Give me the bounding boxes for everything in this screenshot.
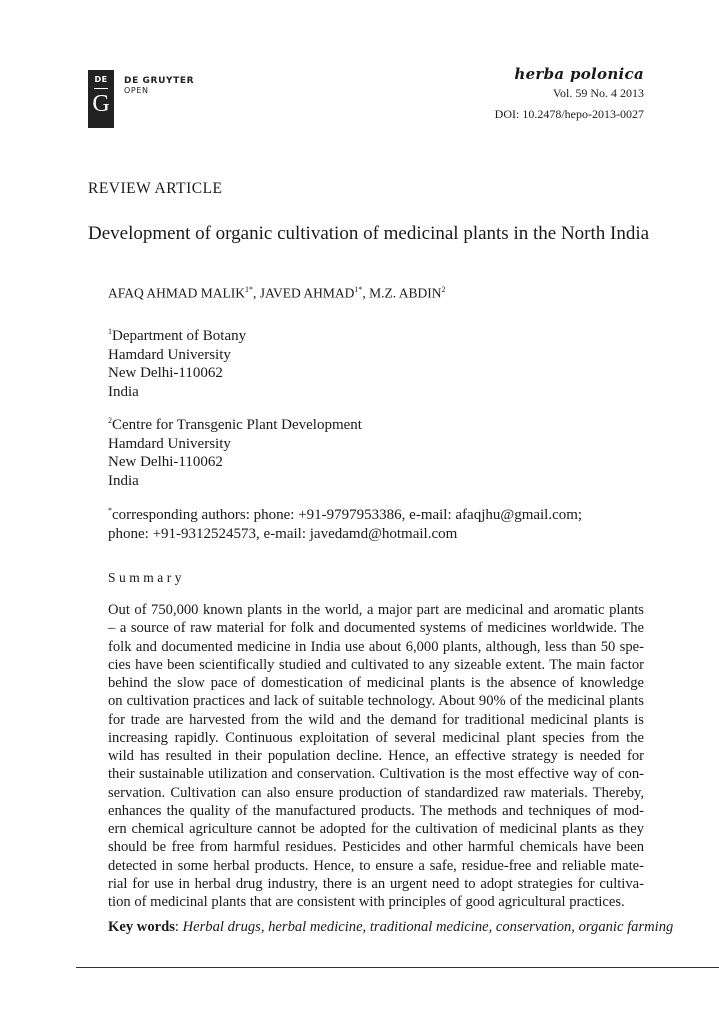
author-name: JAVED AHMAD	[259, 285, 355, 301]
author-affiliation-mark: 1*	[354, 285, 363, 294]
summary-line: on cultivation practices and lack of suitable technology. About 90% of the medicinal plants	[108, 693, 644, 710]
affiliation-line: New Delhi-110062	[108, 365, 223, 381]
affiliation-line: New Delhi-110062	[108, 454, 223, 470]
author-affiliation-mark: 2	[441, 285, 446, 294]
summary-line: behind the slow pace of domestication of medicinal plants is the absence of knowledge	[108, 675, 644, 691]
summary-line: enhances the quality of the manufactured products. The methods and techniques of mod-	[108, 802, 644, 819]
author-list	[108, 285, 446, 302]
summary-line: rial for use in herbal drug industry, there is an urgent need to adopt strategies for cultiva-	[108, 875, 644, 892]
logo-top-text: DE	[94, 75, 108, 84]
publisher-logo	[88, 70, 114, 128]
affiliation-line: India	[108, 472, 139, 489]
summary-line: ern chemical agriculture cannot be adopted for the cultivation of medicinal plants as they	[108, 821, 644, 837]
keywords-label: Key words	[108, 919, 175, 935]
summary-heading: Summary	[108, 570, 185, 585]
logo-divider	[94, 88, 108, 89]
affiliation-line	[108, 323, 246, 346]
affiliation-line: India	[108, 383, 139, 400]
summary-line: detected in some herbal products. Hence, to ensure a safe, residue-free and reliable mate-	[108, 857, 644, 874]
article-type: REVIEW ARTICLE	[88, 180, 223, 197]
author-affiliation-mark: 1*	[245, 285, 254, 294]
summary-line: folk and documented medicine in India use about 6,000 plants, although, less than 50 spe-	[108, 638, 644, 655]
footer-divider	[76, 967, 719, 968]
corresponding-text: corresponding authors: phone: +91-9797953386, e-mail: afaqjhu@gmail.com;	[112, 507, 583, 523]
summary-line: their sustainable utilization and conservation. Cultivation is the most effective way of con-	[108, 766, 644, 783]
affiliation-text: Centre for Transgenic Plant Development	[112, 417, 362, 433]
affiliation-2	[108, 412, 362, 490]
summary-line: – a source of raw material for folk and documented systems of medicines worldwide. The	[108, 620, 644, 637]
summary-body	[108, 601, 644, 911]
summary-line: Out of 750,000 known plants in the world, a major part are medicinal and aromatic plants	[108, 602, 644, 618]
affiliation-1	[108, 323, 246, 401]
corresponding-line-1	[108, 501, 582, 525]
summary-line: servation. Cultivation can also ensure production of standardized raw materials. Thereby,	[108, 784, 644, 801]
author-separator: ,	[362, 285, 370, 301]
author-separator: ,	[253, 285, 260, 301]
summary-line: tion of medicinal plants that are consistent with principles of good agricultural practices.	[108, 894, 625, 910]
summary-line: for trade are harvested from the wild and the demand for traditional medicinal plants is	[108, 711, 644, 728]
affiliation-text: Department of Botany	[112, 328, 247, 344]
logo-letter: G	[92, 91, 110, 117]
corresponding-mark: *	[108, 506, 112, 515]
doi[interactable]: DOI: 10.2478/hepo-2013-0027	[494, 107, 644, 121]
author-name: M.Z. ABDIN	[369, 285, 442, 301]
summary-line: increasing rapidly. Continuous exploitation of several medicinal plant species from the	[108, 729, 644, 746]
corresponding-line-2: phone: +91-9312524573, e-mail: javedamd@hotmail.com	[108, 526, 458, 542]
summary-line: should be free from harmful residues. Pesticides and other harmful chemicals have been	[108, 839, 644, 856]
affiliation-mark: 2	[108, 416, 112, 425]
author-name: AFAQ AHMAD MALIK	[108, 285, 246, 301]
journal-name: herba polonica	[514, 65, 644, 83]
journal-volume: Vol. 59 No. 4 2013	[552, 86, 644, 100]
affiliation-line: Hamdard University	[108, 346, 231, 363]
affiliation-line: Hamdard University	[108, 435, 231, 452]
corresponding-authors	[108, 501, 582, 544]
keywords	[108, 919, 673, 936]
keywords-separator: :	[174, 919, 183, 935]
publisher-name: DE GRUYTER	[124, 76, 195, 86]
keywords-text: Herbal drugs, herbal medicine, traditional medicine, conservation, organic farming	[182, 919, 674, 935]
affiliation-line	[108, 412, 362, 435]
summary-line: cies have been scientifically studied and cultivated to any sizeable extent. The main factor	[108, 656, 644, 673]
article-title: Development of organic cultivation of medicinal plants in the North India	[88, 223, 650, 244]
publisher-sub: OPEN	[124, 86, 149, 95]
affiliation-mark: 1	[108, 327, 112, 336]
summary-line: wild has resulted in their population decline. Hence, an effective strategy is needed for	[108, 748, 644, 764]
